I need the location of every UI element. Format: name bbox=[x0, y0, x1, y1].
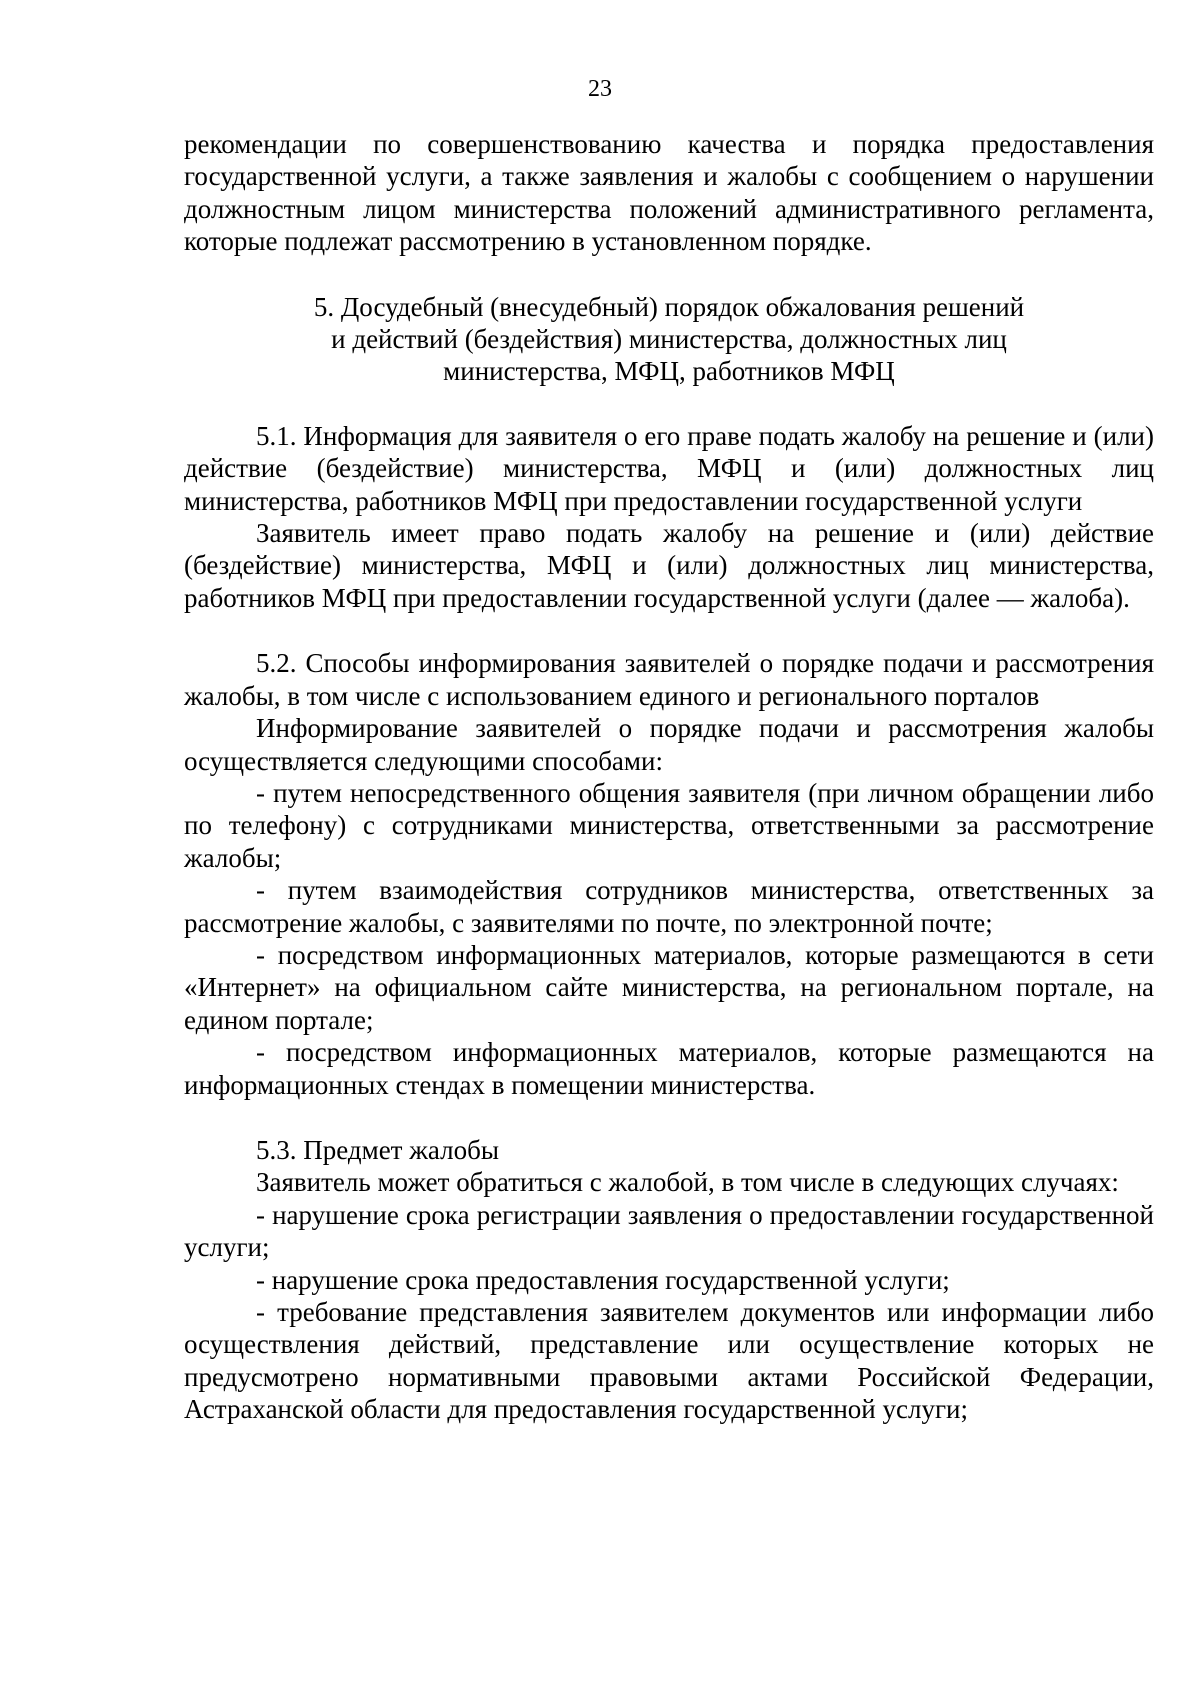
section-5-3-item-3: - требование представления заявителем документов или информации либо осуществления действий, представление или осуществление которых не предусмотрено нормативными правовыми актами Российской Федерации, Астраханской области для предоставления государственной услуги; bbox=[184, 1297, 1154, 1425]
section-5-2-item-3: - посредством информационных материалов, которые размещаются в сети «Интернет» на официальном сайте министерства, на региональном портале, на едином портале; bbox=[184, 939, 1154, 1035]
section-5-heading-line-2: и действий (бездействия) министерства, должностных лиц bbox=[331, 324, 1007, 355]
section-5-3-intro: Заявитель может обратиться с жалобой, в том числе в следующих случаях: bbox=[256, 1167, 1119, 1198]
section-5-3-title: 5.3. Предмет жалобы bbox=[256, 1134, 499, 1165]
section-5-2-item-4: - посредством информационных материалов, которые размещаются на информационных стендах в помещении министерства. bbox=[184, 1037, 1154, 1100]
page-number: 23 bbox=[588, 76, 612, 102]
section-5-heading-line-1: 5. Досудебный (внесудебный) порядок обжалования решений bbox=[313, 291, 1025, 322]
document-body bbox=[184, 128, 1154, 1426]
intro-paragraph: рекомендации по совершенствованию качества и порядка предоставления государственной услуги, а также заявления и жалобы с сообщением о нарушении должностным лицом министерства положений административного регламента, которые подлежат рассмотрению в установленном порядке. bbox=[184, 129, 1154, 257]
section-5-3-item-1: - нарушение срока регистрации заявления о предоставлении государственной услуги; bbox=[184, 1199, 1154, 1263]
section-5-3-item-2: - нарушение срока предоставления государственной услуги; bbox=[256, 1264, 950, 1295]
section-5-1-title: 5.1. Информация для заявителя о его праве подать жалобу на решение и (или) действие (бездействие) министерства, МФЦ и (или) должностных лиц министерства, работников МФЦ при предоставлении государственной услуги bbox=[184, 420, 1154, 516]
section-5-1-body: Заявитель имеет право подать жалобу на решение и (или) действие (бездействие) министерства, МФЦ и (или) должностных лиц министерства, работников МФЦ при предоставлении государственной услуги (далее — жалоба). bbox=[184, 518, 1154, 613]
section-5-2-item-1: - путем непосредственного общения заявителя (при личном обращении либо по телефону) с сотрудниками министерства, ответственными за рассмотрение жалобы; bbox=[184, 777, 1154, 873]
section-5-2-title: 5.2. Способы информирования заявителей о порядке подачи и рассмотрения жалобы, в том числе с использованием единого и регионального порталов bbox=[184, 648, 1154, 711]
section-5-2-item-2: - путем взаимодействия сотрудников министерства, ответственных за рассмотрение жалобы, с заявителями по почте, по электронной почте; bbox=[184, 875, 1154, 938]
section-5-2-intro: Информирование заявителей о порядке подачи и рассмотрения жалобы осуществляется следующими способами: bbox=[184, 713, 1154, 776]
section-5-heading-line-3: министерства, МФЦ, работников МФЦ bbox=[443, 356, 895, 387]
